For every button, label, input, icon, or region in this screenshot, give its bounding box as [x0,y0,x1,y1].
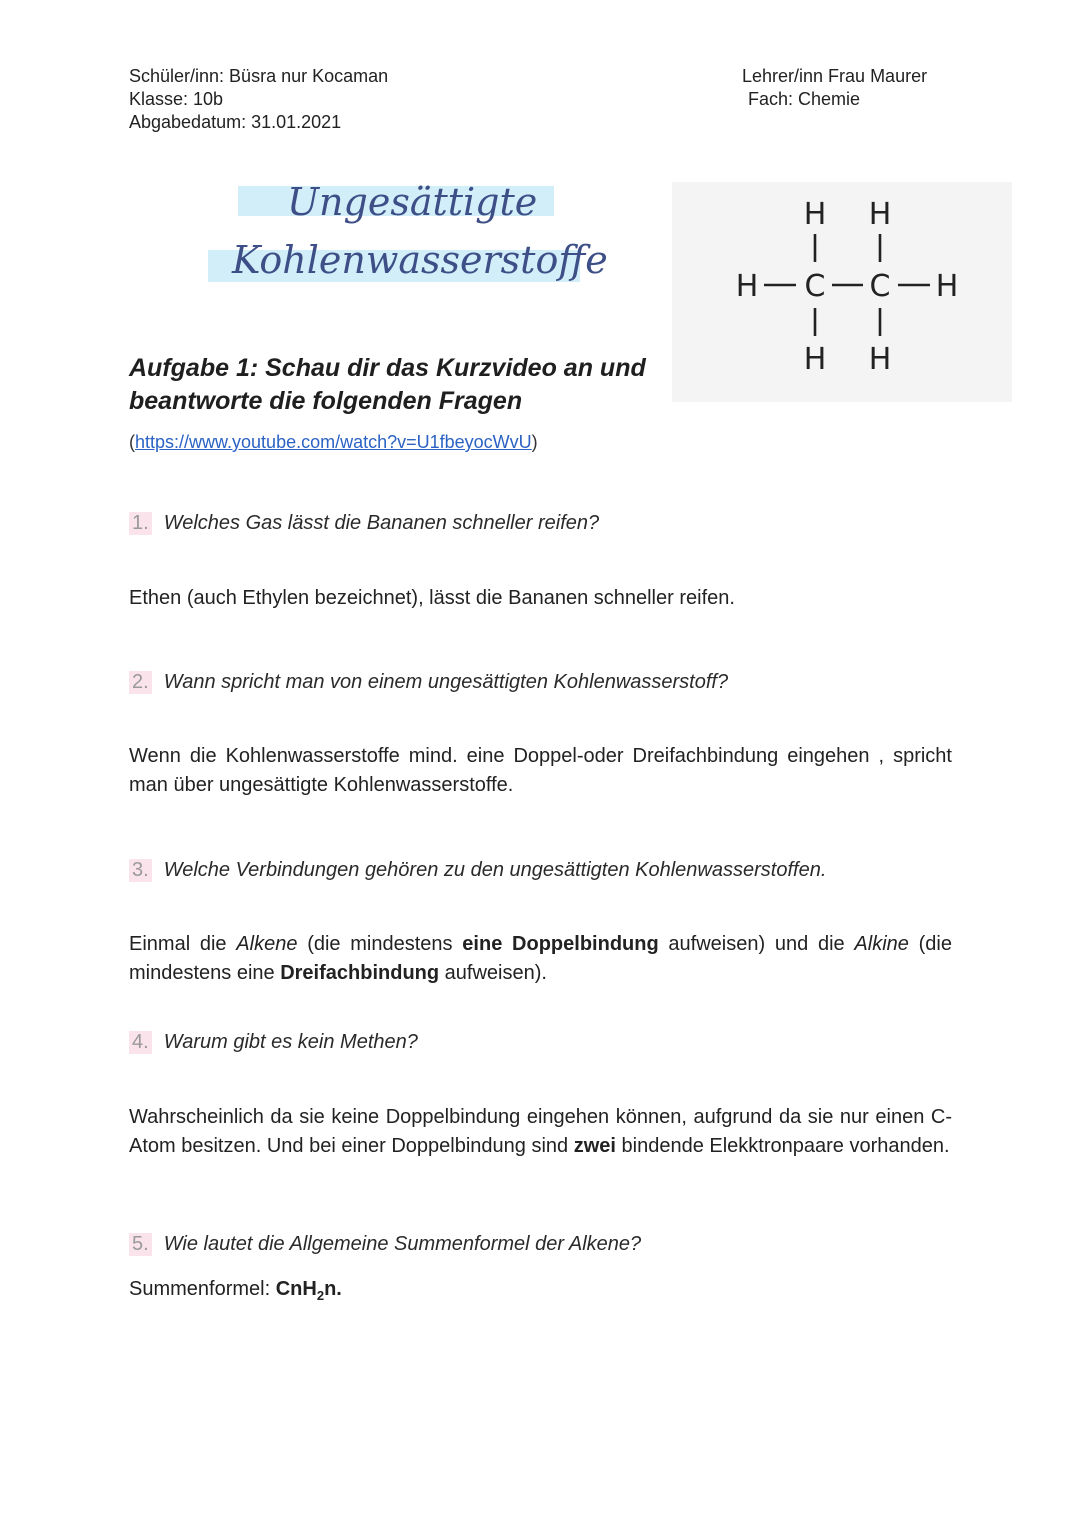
atom-h-top-left: H [803,197,827,232]
question-text: Wie lautet die Allgemeine Summenformel der Alkene? [163,1233,642,1255]
answer-text: (die mindestens [297,933,463,955]
class-label: Klasse: 10b [129,89,224,109]
link-paren-close: ) [531,432,538,452]
question-text: Wann spricht man von einem ungesättigten Kohlenwasserstoff? [163,671,729,693]
answer-text: aufweisen) und die [658,933,855,955]
atom-c-right: C [869,269,891,304]
emphasis-triple-bond: Dreifachbindung [280,962,440,984]
atom-h-right: H [935,269,959,304]
general-formula [275,1278,342,1303]
title-line-2: Kohlenwasserstoffe [232,238,608,282]
question-text: Welche Verbindungen gehören zu den ungesättigten Kohlenwasserstoffen. [163,859,827,881]
question-number: 1. [129,512,152,535]
formula-part: CnH [275,1278,317,1300]
question-number: 4. [129,1031,152,1054]
emphasis-two: zwei [573,1135,616,1157]
title-line-1: Ungesättigte [287,180,538,224]
answer-text: Wahrscheinlich da sie keine Doppelbindung eingehen können, aufgrund da sie nur einen C- Atom besitzen. Und bei einer Doppelbindung sind [129,1106,952,1157]
answer-text: (die mindestens eine [129,933,952,984]
term-alkine: Alkine [854,933,909,955]
formula-part: n. [324,1278,342,1300]
question-text: Warum gibt es kein Methen? [163,1031,418,1053]
student-info [129,65,388,134]
atom-h-top-right: H [868,197,892,232]
question-4 [129,1031,418,1054]
ethane-structure-image [672,182,1012,402]
question-number: 5. [129,1233,152,1256]
answer-text: bindende Elekktronpaare vorhanden. [615,1135,950,1157]
answer-1: Ethen (auch Ethylen bezeichnet), lässt die Bananen schneller reifen. [129,587,735,609]
answer-text: Einmal die [129,933,237,955]
formula-label: Summenformel: [129,1278,276,1300]
answer-text: aufweisen). [439,962,547,984]
task-heading-line-2: beantworte die folgenden Fragen [129,387,523,415]
question-5 [129,1233,641,1256]
answer-4 [129,1103,952,1161]
task-heading [129,352,689,418]
due-date: Abgabedatum: 31.01.2021 [129,112,342,132]
student-name: Schüler/inn: Büsra nur Kocaman [129,66,389,86]
term-alkene: Alkene [236,933,298,955]
atom-c-left: C [804,269,826,304]
atom-h-bottom-right: H [868,342,892,377]
answer-3 [129,930,952,988]
task-heading-line-1: Aufgabe 1: Schau dir das Kurzvideo an und [129,354,646,382]
answer-2: Wenn die Kohlenwasserstoffe mind. eine Doppel-oder Dreifachbindung eingehen , spricht man über ungesättigte Kohlenwasserstoffe. [129,745,952,796]
teacher-name: Lehrer/inn Frau Maurer [742,66,928,86]
subject-label: Fach: Chemie [748,89,861,109]
emphasis-double-bond: eine Doppelbindung [462,933,659,955]
question-2 [129,671,728,694]
ethane-structure-diagram [672,182,1012,402]
video-link-wrapper [129,432,538,453]
video-link[interactable]: https://www.youtube.com/watch?v=U1fbeyocWvU [135,432,532,452]
question-3 [129,859,826,882]
formula-subscript: 2 [316,1288,325,1303]
question-1 [129,512,599,535]
bonds [764,234,930,336]
atom-h-left: H [735,269,759,304]
answer-5 [129,1275,952,1310]
atom-h-bottom-left: H [803,342,827,377]
question-text: Welches Gas lässt die Bananen schneller reifen? [163,512,600,534]
link-paren-open: ( [129,432,135,452]
question-number: 2. [129,671,152,694]
question-number: 3. [129,859,152,882]
